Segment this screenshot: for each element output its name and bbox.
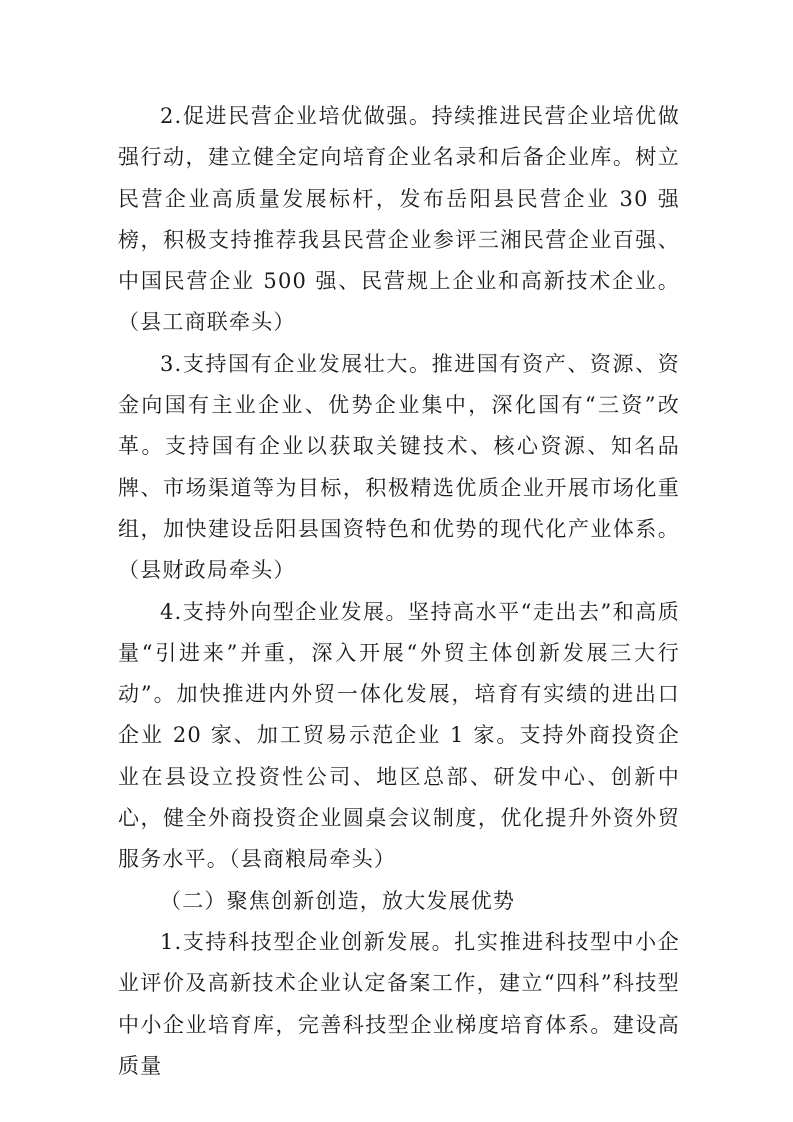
paragraph-private-enterprise: 2.促进民营企业培优做强。持续推进民营企业培优做强行动，建立健全定向培育企业名录和后备企业库。树立民营企业高质量发展标杆，发布岳阳县民营企业 30 强榜，积极支持推荐我县民营企业参评三湘民营企业百强、中国民营企业 500 强、民营规上企业和高新技术企业。（县工商联牵头）: [118, 104, 680, 335]
paragraph-foreign-trade-enterprise: 4.支持外向型企业发展。坚持高水平“走出去”和高质量“引进来”并重，深入开展“外贸主体创新发展三大行动”。加快推进内外贸一体化发展，培育有实绩的进出口企业 20 家、加工贸易示范企业 1 家。支持外商投资企业在县设立投资性公司、地区总部、研发中心、创新中心，健全外商投资企业圆桌会议制度，优化提升外资外贸服务水平。（县商粮局牵头）: [118, 599, 680, 872]
paragraph-tech-enterprise: 1.支持科技型企业创新发展。扎实推进科技型中小企业评价及高新技术企业认定备案工作，建立“四科”科技型中小企业培育库，完善科技型企业梯度培育体系。建设高质量: [118, 929, 680, 1078]
section-heading: （二）聚焦创新创造，放大发展优势: [160, 888, 516, 913]
document-body: [118, 96, 680, 1087]
paragraph-state-enterprise: 3.支持国有企业发展壮大。推进国有资产、资源、资金向国有主业企业、优势企业集中，深化国有“三资”改革。支持国有企业以获取关键技术、核心资源、知名品牌、市场渠道等为目标，积极精选优质企业开展市场化重组，加快建设岳阳县国资特色和优势的现代化产业体系。（县财政局牵头）: [118, 351, 680, 583]
